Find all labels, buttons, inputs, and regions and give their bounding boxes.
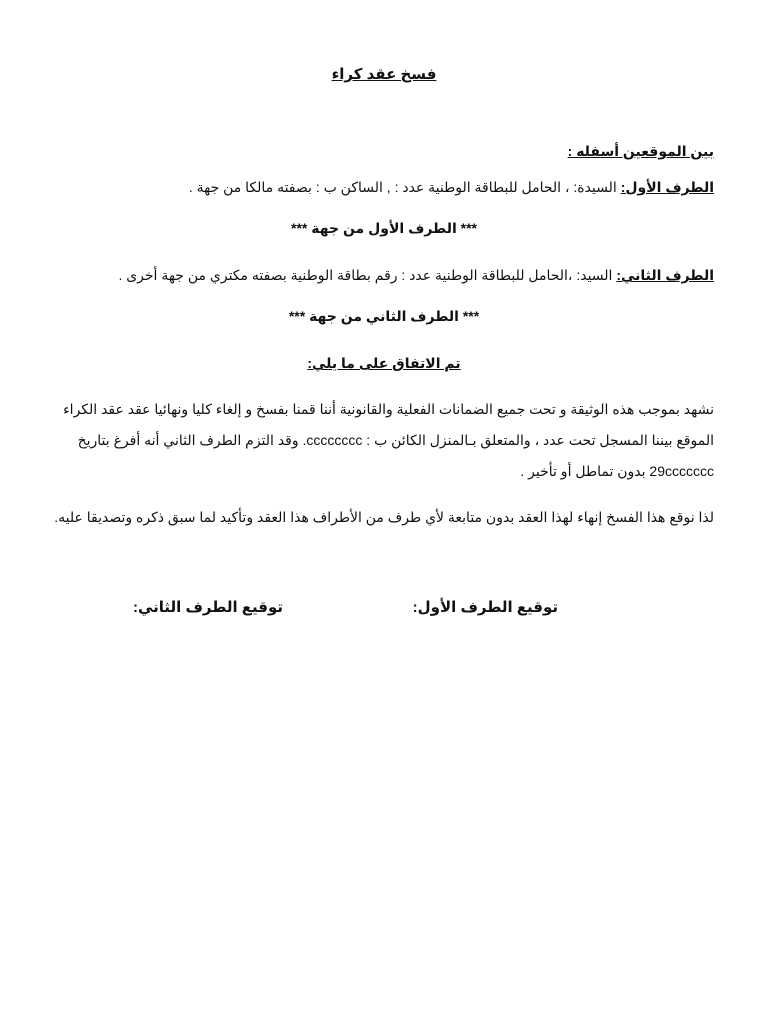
party1-details: السيدة: ، الحامل للبطاقة الوطنية عدد : , الساكن ب : بصفته مالكا من جهة .: [188, 179, 621, 195]
party1-label: الطرف الأول:: [620, 179, 714, 195]
agreement-heading: تم الاتفاق على ما يلي:: [307, 355, 461, 371]
body-line-1: نشهد بموجب هذه الوثيقة و تحت جميع الضمانات الفعلية والقانونية أننا قمنا بفسخ و إلغاء كليا ونهائيا عقد عقد الكراء: [63, 401, 714, 417]
party2-line: [118, 266, 714, 284]
body-line-2: الموقع بيننا المسجل تحت عدد ، والمتعلق بـالمنزل الكائن ب : cccccccc. وقد التزم الطرف الثاني أنه أفرغ بتاريخ: [77, 432, 714, 448]
signature-first-party: توقيع الطرف الأول:: [412, 599, 558, 616]
party1-separator: *** الطرف الأول من جهة ***: [291, 220, 477, 236]
agreement-body: [52, 394, 714, 487]
party2-separator: *** الطرف الثاني من جهة ***: [288, 308, 480, 324]
closing-statement: لذا نوقع هذا الفسخ إنهاء لهذا العقد بدون متابعة لأي طرف من الأطراف هذا العقد وتأكيد لما سبق ذكره وتصديقا عليه.: [54, 509, 714, 525]
body-line-3: 29ccccccc بدون تماطل أو تأخير .: [520, 463, 714, 479]
document-title: فسخ عقد كراء: [331, 66, 437, 83]
party2-label: الطرف الثاني:: [616, 267, 714, 283]
party2-details: السيد: ،الحامل للبطاقة الوطنية عدد : رقم بطاقة الوطنية بصفته مكتري من جهة أخرى .: [118, 267, 617, 283]
party1-line: [189, 178, 714, 196]
signature-second-party: توقيع الطرف الثاني:: [132, 599, 283, 616]
intro-line: بين الموقعين أسفله :: [567, 143, 714, 159]
